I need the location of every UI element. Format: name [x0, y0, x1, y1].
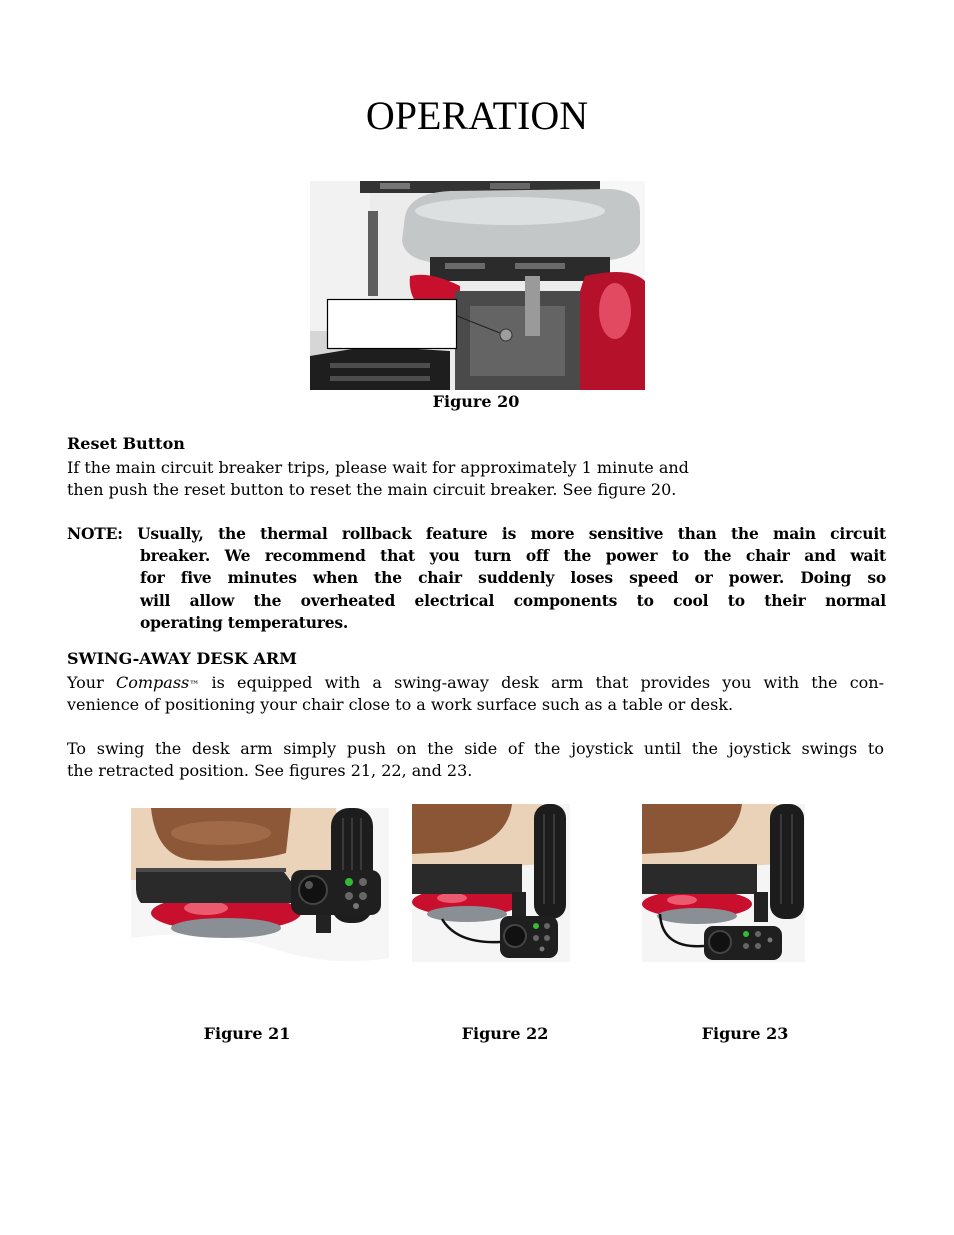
armrest-pad — [770, 804, 804, 919]
note-line: breaker. We recommend that you turn off the power to the chair and wait — [140, 546, 886, 565]
brand-name: Compass — [116, 673, 190, 692]
reset-button-heading: Reset Button — [67, 434, 185, 453]
desk-arm-plate — [412, 864, 522, 894]
swing-away-prefix: Your — [67, 673, 104, 692]
note-line: will allow the overheated electrical components to cool to their normal — [140, 591, 886, 610]
wheel — [171, 918, 281, 938]
figure-21-image — [131, 808, 389, 1002]
desk-arm-plate — [642, 864, 757, 894]
swing-away-heading: SWING-AWAY DESK ARM — [67, 649, 297, 668]
trademark-symbol: ™ — [189, 680, 200, 691]
note-line: operating temperatures. — [140, 613, 349, 632]
figure-20-image — [310, 181, 645, 390]
note-line: for five minutes when the chair suddenly loses speed or power. Doing so — [140, 568, 886, 587]
note-text: Usually, the thermal rollback feature is more sensitive than the main circuit — [137, 524, 886, 543]
figure-20-caption: Figure 20 — [432, 392, 520, 411]
note-line — [67, 523, 886, 545]
reset-button-text-line: then push the reset button to reset the main circuit breaker. See figure 20. — [67, 480, 677, 499]
swing-away-text-line: the retracted position. See figures 21, 22, and 23. — [67, 761, 473, 780]
note-label: NOTE: — [67, 524, 123, 543]
swing-away-line-rest: is equipped with a swing-away desk arm that provides you with the con- — [211, 673, 885, 692]
figure-21-caption: Figure 21 — [203, 1024, 291, 1043]
page-title: OPERATION — [365, 93, 589, 138]
swing-away-text-line: To swing the desk arm simply push on the side of the joystick until the joystick swings to — [67, 739, 884, 758]
figure-22-image — [412, 804, 570, 962]
figure-22-caption: Figure 22 — [461, 1024, 549, 1043]
desk-arm-plate — [136, 868, 296, 903]
wheel — [657, 908, 737, 924]
armrest-pad — [534, 804, 566, 919]
reset-button-text-line: If the main circuit breaker trips, please wait for approximately 1 minute and — [67, 458, 689, 477]
wheel — [427, 906, 507, 922]
figure-23-caption: Figure 23 — [701, 1024, 789, 1043]
figure-23-image — [642, 804, 805, 962]
swing-away-text-line: venience of positioning your chair close to a work surface such as a table or desk. — [67, 695, 734, 714]
label-box — [328, 300, 457, 349]
reset-button-knob — [500, 329, 512, 341]
